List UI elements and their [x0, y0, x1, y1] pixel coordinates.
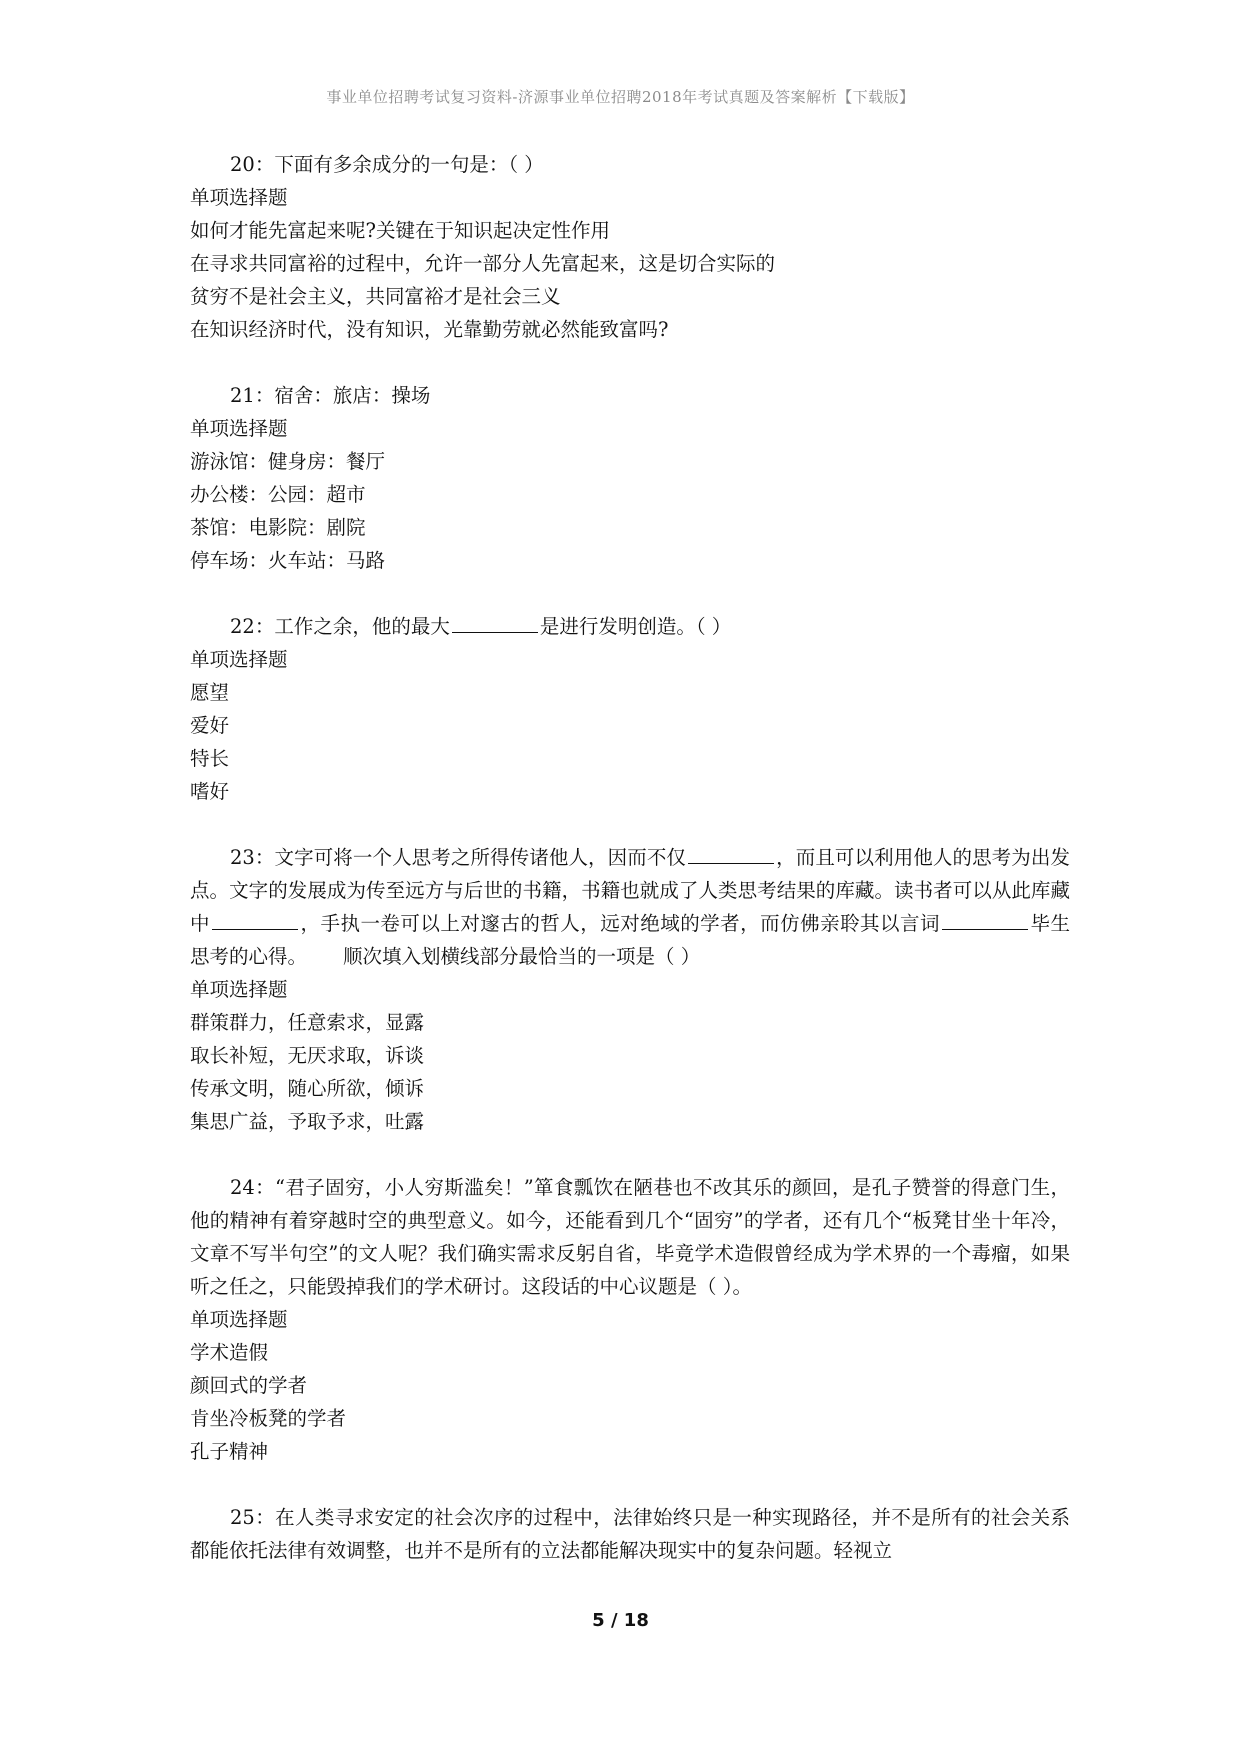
option: 停车场：火车站：马路: [190, 549, 386, 572]
stem-text: 毕生思考的心得。: [190, 912, 1070, 968]
option: 学术造假: [190, 1341, 269, 1364]
fill-blank: [452, 610, 538, 633]
option: 嗜好: [190, 780, 230, 803]
question-24: [190, 1171, 1070, 1468]
option: 在知识经济时代，没有知识，光靠勤劳就必然能致富吗?: [190, 318, 669, 341]
option: 办公楼：公园：超市: [190, 483, 366, 506]
option: 在寻求共同富裕的过程中，允许一部分人先富起来，这是切合实际的: [190, 252, 776, 275]
option: 茶馆：电影院：剧院: [190, 516, 366, 539]
question-stem: [190, 610, 1070, 643]
option: 爱好: [190, 714, 230, 737]
document-body: [190, 148, 1070, 1600]
option: 集思广益，予取予求，吐露: [190, 1110, 425, 1133]
option: 游泳馆：健身房：餐厅: [190, 450, 386, 473]
question-type: 单项选择题: [190, 648, 288, 671]
question-type: 单项选择题: [190, 1308, 288, 1331]
question-23: [190, 841, 1070, 1138]
stem-text: 顺次填入划横线部分最恰当的一项是（ ）: [343, 945, 701, 968]
option: 颜回式的学者: [190, 1374, 308, 1397]
option: 特长: [190, 747, 230, 770]
question-type: 单项选择题: [190, 417, 288, 440]
question-type: 单项选择题: [190, 186, 288, 209]
stem-text: ，而且可以利用他人的思考为出发点。文字的发展成为传至远方与后世的书籍，书籍也就成了人类思考结果的库藏。读书者可以从此库藏中: [190, 846, 1070, 935]
option: 传承文明，随心所欲，倾诉: [190, 1077, 425, 1100]
question-22: [190, 610, 1070, 808]
fill-blank: [942, 907, 1028, 930]
fill-blank: [688, 841, 774, 864]
question-stem: 21：宿舍：旅店：操场: [230, 384, 431, 407]
stem-text: 23：文字可将一个人思考之所得传诸他人，因而不仅: [230, 846, 687, 869]
question-stem: 25：在人类寻求安定的社会次序的过程中，法律始终只是一种实现路径，并不是所有的社会关系都能依托法律有效调整，也并不是所有的立法都能解决现实中的复杂问题。轻视立: [190, 1506, 1070, 1562]
page-number: 5 / 18: [592, 1610, 649, 1631]
question-stem: [190, 841, 1070, 973]
page-header: 事业单位招聘考试复习资料-济源事业单位招聘2018年考试真题及答案解析【下载版】: [326, 88, 915, 106]
option: 孔子精神: [190, 1440, 269, 1463]
option: 如何才能先富起来呢?关键在于知识起决定性作用: [190, 219, 610, 242]
question-25: [190, 1501, 1070, 1567]
question-20: [190, 148, 1070, 346]
fill-blank: [212, 907, 298, 930]
question-stem: 24：“君子固穷，小人穷斯滥矣！”箪食瓢饮在陋巷也不改其乐的颜回，是孔子赞誉的得意门生，他的精神有着穿越时空的典型意义。如今，还能看到几个“固穷”的学者，还有几个“板凳甘坐十年冷，文章不写半句空”的文人呢？我们确实需求反躬自省，毕竟学术造假曾经成为学术界的一个毒瘤，如果听之任之，只能毁掉我们的学术研讨。这段话的中心议题是（ ）。: [190, 1176, 1070, 1298]
question-stem: 20：下面有多余成分的一句是：（ ）: [230, 153, 544, 176]
option: 取长补短，无厌求取，诉谈: [190, 1044, 425, 1067]
stem-text: ，手执一卷可以上对邃古的哲人，远对绝域的学者，而仿佛亲聆其以言词: [300, 912, 940, 935]
question-type: 单项选择题: [190, 978, 288, 1001]
option: 贫穷不是社会主义，共同富裕才是社会三义: [190, 285, 561, 308]
question-21: [190, 379, 1070, 577]
option: 肯坐冷板凳的学者: [190, 1407, 347, 1430]
option: 愿望: [190, 681, 230, 704]
stem-text: 22：工作之余，他的最大: [230, 615, 450, 638]
option: 群策群力，任意索求，显露: [190, 1011, 425, 1034]
stem-text: 是进行发明创造。（ ）: [539, 615, 732, 638]
